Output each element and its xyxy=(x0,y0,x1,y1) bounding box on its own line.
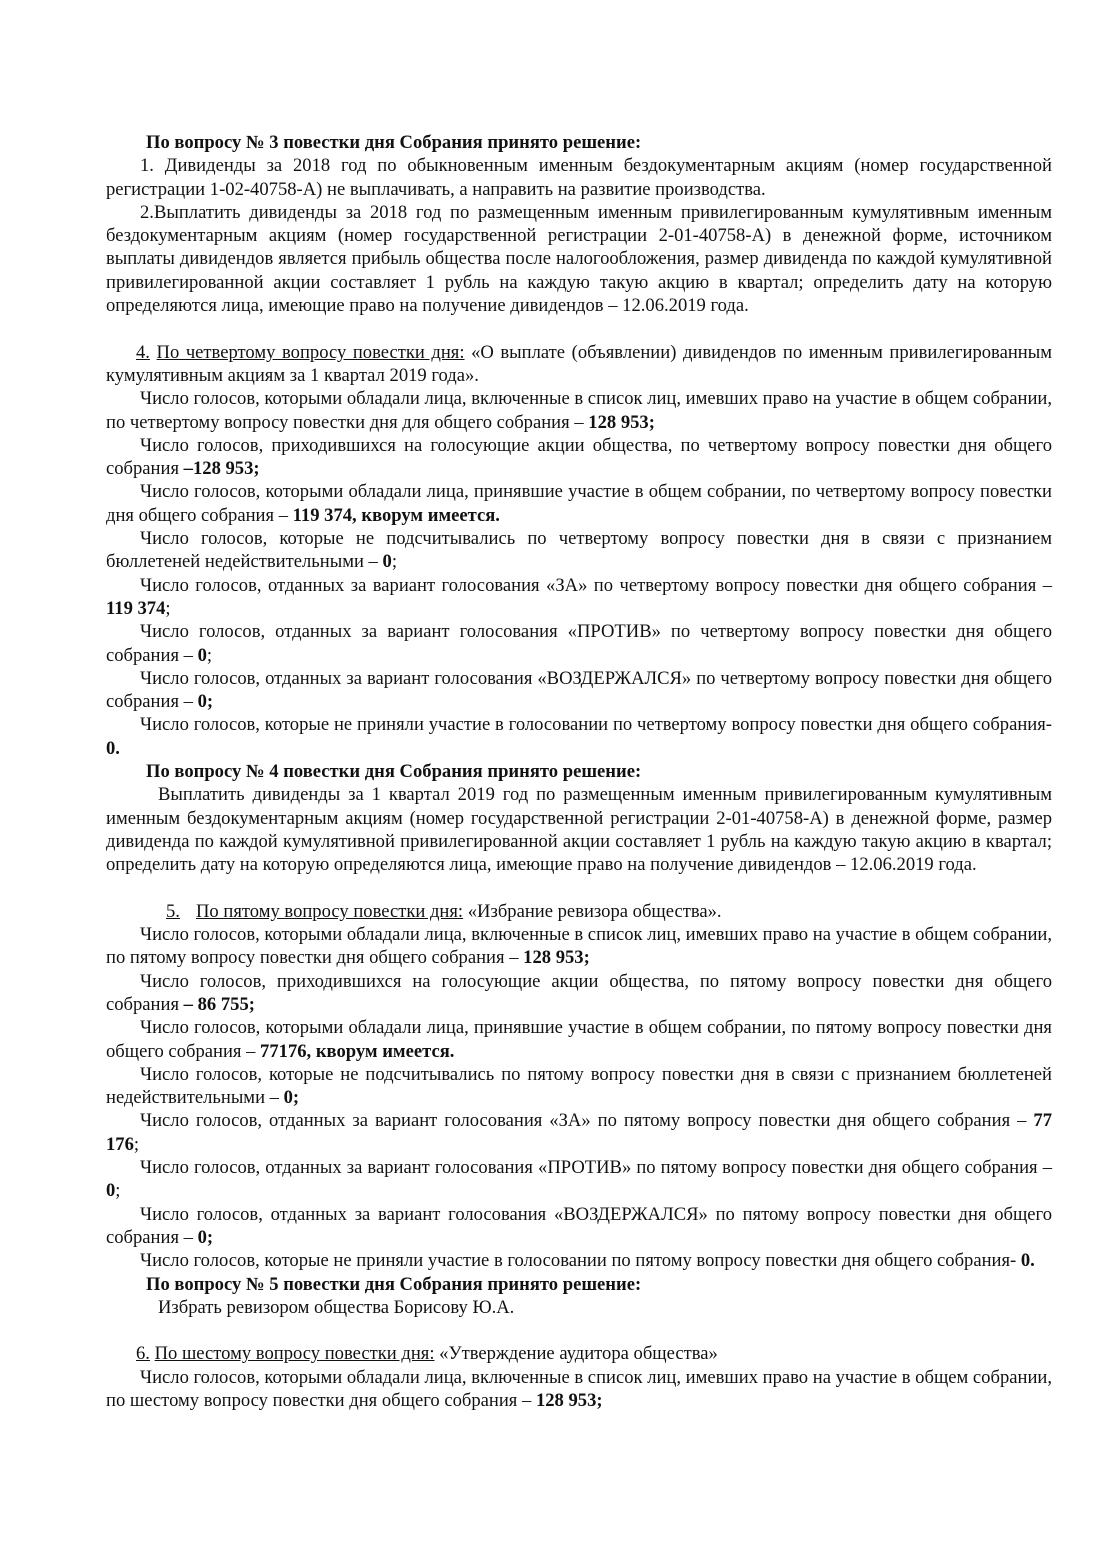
q5-line-4: Число голосов, которые не подсчитывались по пятому вопросу повестки дня в связи с признанием бюллетеней недействительными – 0; xyxy=(106,1063,1052,1109)
document-page xyxy=(106,131,1052,1412)
spacer xyxy=(106,317,1052,340)
q4-title xyxy=(106,341,1052,388)
q3-decision-p2: 2.Выплатить дивиденды за 2018 год по размещенным именным привилегированным кумулятивным именным бездокументарным акциям (номер государственной регистрации 2-01-40758-А) в денежной форме, источником выплаты дивидендов является прибыль общества после налогообложения, размер дивиденда по каждой кумулятивной привилегированной акции составляет 1 рубль на каждую такую акцию в квартал; определить дату на которую определяются лица, имеющие право на получение дивидендов – 12.06.2019 года. xyxy=(106,201,1052,317)
q6-title xyxy=(106,1342,1052,1365)
q5-decision-text: Избрать ревизором общества Борисову Ю.А. xyxy=(158,1296,515,1318)
q4-title-rest: «О выплате (объявлении) дивидендов по именным привилегированным кумулятивным акциям за 1 квартал 2019 года». xyxy=(106,341,1052,386)
q4-line-6: Число голосов, отданных за вариант голосования «ПРОТИВ» по четвертому вопросу повестки дня общего собрания – 0; xyxy=(106,621,1052,666)
spacer xyxy=(106,877,1052,900)
q4-line-7: Число голосов, отданных за вариант голосования «ВОЗДЕРЖАЛСЯ» по четвертому вопросу повестки дня общего собрания – 0; xyxy=(106,667,1052,713)
q6-num: 6. xyxy=(136,1343,150,1365)
q5-line-8: Число голосов, которые не приняли участие в голосовании по пятому вопросу повестки дня общего собрания- 0. xyxy=(140,1250,1035,1272)
q5-title xyxy=(106,900,1052,923)
q5-line-7: Число голосов, отданных за вариант голосования «ВОЗДЕРЖАЛСЯ» по пятому вопросу повестки дня общего собрания – 0; xyxy=(106,1203,1052,1248)
q5-line-1: Число голосов, которыми обладали лица, включенные в список лиц, имевших право на участие в общем собрании, по пятому вопросу повестки дня общего собрания – 128 953; xyxy=(106,924,1052,969)
q4-line-3: Число голосов, которыми обладали лица, принявшие участие в общем собрании, по четвертому вопросу повестки дня общего собрания – 119 374, кворум имеется. xyxy=(106,481,1052,526)
q4-line-8: Число голосов, которые не приняли участие в голосовании по четвертому вопросу повестки дня общего собрания- 0. xyxy=(106,714,1052,759)
q4-num: 4. xyxy=(136,341,150,363)
q4-line-4: Число голосов, которые не подсчитывались по четвертому вопросу повестки дня в связи с признанием бюллетеней недействительными – 0; xyxy=(106,528,1052,573)
q5-decision-heading: По вопросу № 5 повестки дня Собрания принято решение: xyxy=(146,1273,642,1295)
q6-title-rest: «Утверждение аудитора общества» xyxy=(434,1343,718,1365)
q5-line-3: Число голосов, которыми обладали лица, принявшие участие в общем собрании, по пятому вопросу повестки дня общего собрания – 77176, кворум имеется. xyxy=(106,1017,1052,1062)
q5-num: 5. xyxy=(166,900,180,922)
q3-decision-heading: По вопросу № 3 повестки дня Собрания принято решение: xyxy=(146,132,642,153)
q5-line-6: Число голосов, отданных за вариант голосования «ПРОТИВ» по пятому вопросу повестки дня общего собрания – 0; xyxy=(106,1157,1052,1202)
q5-line-5: Число голосов, отданных за вариант голосования «ЗА» по пятому вопросу повестки дня общего собрания – 77 176; xyxy=(106,1110,1052,1155)
q4-title-underlined: По четвертому вопросу повестки дня: xyxy=(156,341,465,363)
spacer xyxy=(106,1319,1052,1342)
q5-title-underlined: По пятому вопросу повестки дня: xyxy=(196,900,464,922)
q6-title-underlined: По шестому вопросу повестки дня: xyxy=(154,1343,435,1365)
q6-line-1: Число голосов, которыми обладали лица, включенные в список лиц, имевших право на участие в общем собрании, по шестому вопросу повестки дня общего собрания – 128 953; xyxy=(106,1366,1052,1412)
q4-decision-heading: По вопросу № 4 повестки дня Собрания принято решение: xyxy=(146,761,642,783)
q4-line-1: Число голосов, которыми обладали лица, включенные в список лиц, имевших право на участие в общем собрании, по четвертому вопросу повестки дня для общего собрания – 128 953; xyxy=(106,388,1052,433)
q4-line-2: Число голосов, приходившихся на голосующие акции общества, по четвертому вопросу повестки дня общего собрания –128 953; xyxy=(106,434,1052,480)
q5-title-rest: «Избрание ревизора общества». xyxy=(463,900,722,922)
q4-line-5: Число голосов, отданных за вариант голосования «ЗА» по четвертому вопросу повестки дня общего собрания – 119 374; xyxy=(106,574,1052,619)
q3-decision-p1: 1. Дивиденды за 2018 год по обыкновенным именным бездокументарным акциям (номер государственной регистрации 1-02-40758-А) не выплачивать, а направить на развитие производства. xyxy=(106,155,1052,200)
q4-decision-text: Выплатить дивиденды за 1 квартал 2019 год по размещенным именным привилегированным кумулятивным именным бездокументарным акциям (номер государственной регистрации 2-01-40758-А) в денежной форме, размер дивиденда по каждой кумулятивной привилегированной акции составляет 1 рубль на каждую такую акцию в квартал; определить дату на которую определяются лица, имеющие право на получение дивидендов – 12.06.2019 года. xyxy=(106,784,1052,876)
q5-line-2: Число голосов, приходившихся на голосующие акции общества, по пятому вопросу повестки дня общего собрания – 86 755; xyxy=(106,970,1052,1015)
